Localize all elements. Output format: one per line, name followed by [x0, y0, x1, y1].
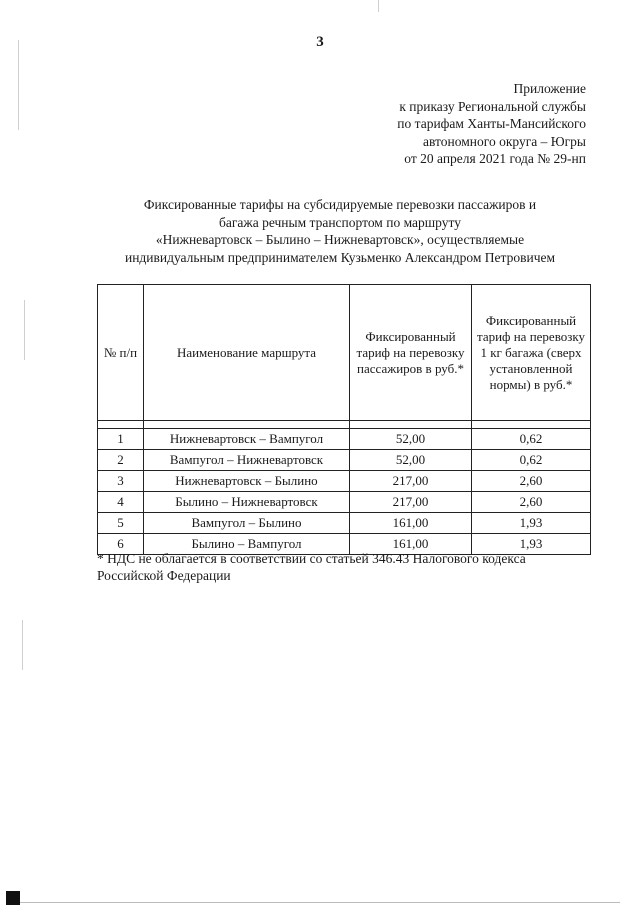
cell-route: Нижневартовск – Вампугол	[144, 429, 350, 450]
cell-num: 2	[98, 450, 144, 471]
cell-baggage: 2,60	[472, 471, 591, 492]
cell-num: 1	[98, 429, 144, 450]
annex-line: от 20 апреля 2021 года № 29-нп	[404, 151, 586, 166]
header-num: № п/п	[98, 285, 144, 421]
title-line: багажа речным транспортом по маршруту	[219, 214, 461, 230]
cell-num: 6	[98, 534, 144, 555]
cell-route: Вампугол – Нижневартовск	[144, 450, 350, 471]
scan-bottom-edge	[20, 902, 620, 903]
scan-margin-mark	[22, 620, 23, 670]
cell-passenger: 52,00	[350, 429, 472, 450]
cell-num: 4	[98, 492, 144, 513]
table-row	[98, 513, 591, 534]
footnote-line: * НДС не облагается в соответствии со статьей 346.43 Налогового кодекса	[97, 551, 526, 566]
scan-margin-mark	[24, 300, 25, 360]
cell-route: Нижневартовск – Былино	[144, 471, 350, 492]
header-route: Наименование маршрута	[144, 285, 350, 421]
cell-baggage: 2,60	[472, 492, 591, 513]
cell-baggage: 0,62	[472, 450, 591, 471]
table-header-row	[98, 285, 591, 421]
table-row	[98, 471, 591, 492]
footnote-line: Российской Федерации	[97, 568, 231, 583]
footnote	[97, 550, 597, 584]
table-row	[98, 429, 591, 450]
header-baggage-tariff: Фиксированный тариф на перевозку 1 кг багажа (сверх установленной нормы) в руб.*	[472, 285, 591, 421]
scan-corner-mark	[6, 891, 20, 905]
annex-line: Приложение	[513, 81, 586, 96]
table-row	[98, 450, 591, 471]
cell-baggage: 1,93	[472, 534, 591, 555]
cell-passenger: 161,00	[350, 513, 472, 534]
table-spacer-row	[98, 421, 591, 429]
tariff-table	[97, 284, 591, 555]
scan-margin-mark	[18, 40, 19, 130]
cell-num: 3	[98, 471, 144, 492]
title-line: индивидуальным предпринимателем Кузьменко Александром Петровичем	[124, 249, 556, 265]
cell-route: Былино – Вампугол	[144, 534, 350, 555]
cell-passenger: 52,00	[350, 450, 472, 471]
document-title	[60, 196, 620, 266]
spacer-cell	[350, 421, 472, 429]
spacer-cell	[144, 421, 350, 429]
spacer-cell	[472, 421, 591, 429]
cell-baggage: 0,62	[472, 429, 591, 450]
title-line: Фиксированные тарифы на субсидируемые перевозки пассажиров и	[143, 197, 537, 212]
annex-line: к приказу Региональной службы	[399, 98, 586, 114]
scan-margin-mark	[378, 0, 379, 12]
title-line: «Нижневартовск – Былино – Нижневартовск», осуществляемые	[155, 232, 525, 247]
table-row	[98, 492, 591, 513]
annex-line: по тарифам Ханты-Мансийского	[397, 116, 586, 131]
annex-line: автономного округа – Югры	[423, 133, 586, 149]
cell-passenger: 217,00	[350, 471, 472, 492]
spacer-cell	[98, 421, 144, 429]
cell-route: Былино – Нижневартовск	[144, 492, 350, 513]
cell-baggage: 1,93	[472, 513, 591, 534]
annex-block	[397, 80, 586, 168]
cell-passenger: 161,00	[350, 534, 472, 555]
page-number: 3	[316, 34, 324, 50]
cell-passenger: 217,00	[350, 492, 472, 513]
cell-num: 5	[98, 513, 144, 534]
cell-route: Вампугол – Былино	[144, 513, 350, 534]
header-passenger-tariff: Фиксированный тариф на перевозку пассажиров в руб.*	[350, 285, 472, 421]
